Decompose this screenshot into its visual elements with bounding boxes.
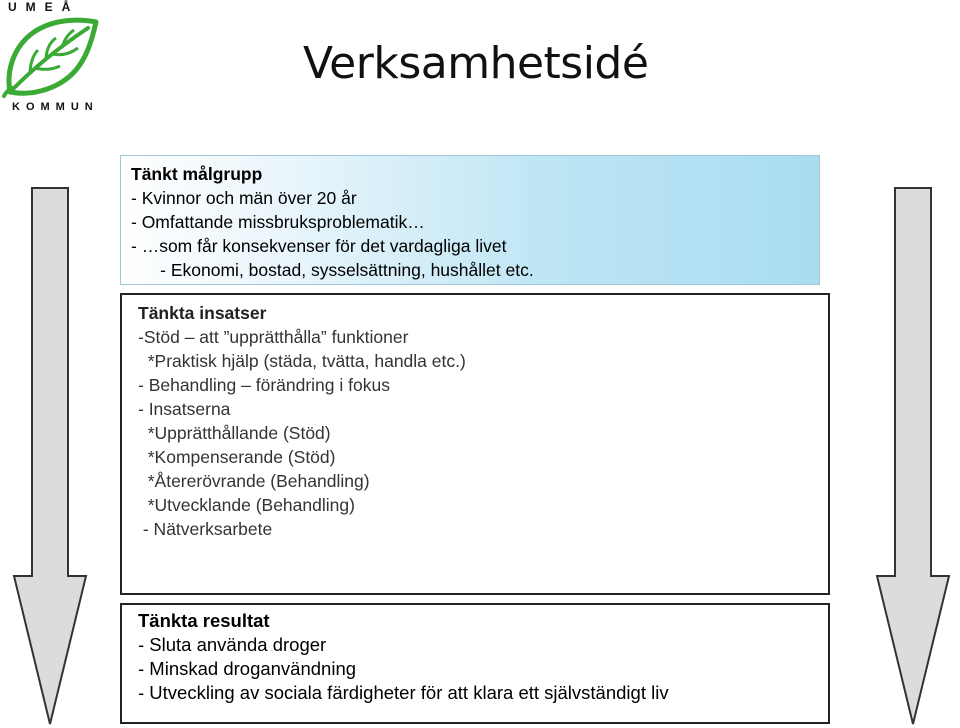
results-heading: Tänkta resultat bbox=[138, 610, 270, 631]
interventions-line: -Stöd – att ”upprätthålla” funktioner bbox=[138, 327, 409, 347]
logo-bottom-text: KOMMUN bbox=[12, 101, 99, 113]
interventions-line: - Insatserna bbox=[138, 399, 231, 419]
interventions-line: - Behandling – förändring i fokus bbox=[138, 375, 390, 395]
target-group-heading: Tänkt målgrupp bbox=[131, 164, 263, 184]
target-group-line: - Omfattande missbruksproblematik… bbox=[131, 212, 425, 232]
logo-top-text: UMEÅ bbox=[8, 0, 80, 14]
interventions-line: *Upprätthållande (Stöd) bbox=[138, 423, 331, 443]
target-group-line: - …som får konsekvenser för det vardagliga livet bbox=[131, 236, 507, 256]
target-group-box bbox=[120, 155, 820, 285]
umea-kommun-logo bbox=[0, 0, 100, 120]
interventions-heading: Tänkta insatser bbox=[138, 303, 267, 323]
interventions-line: - Nätverksarbete bbox=[138, 519, 273, 539]
interventions-line: *Utvecklande (Behandling) bbox=[138, 495, 355, 515]
results-box bbox=[120, 603, 830, 724]
leaf-icon bbox=[0, 10, 100, 102]
interventions-line: *Kompenserande (Stöd) bbox=[138, 447, 336, 467]
down-arrow-icon bbox=[12, 186, 88, 726]
page-title: Verksamhetsidé bbox=[303, 38, 649, 89]
interventions-line: *Återerövrande (Behandling) bbox=[138, 471, 370, 491]
results-line: - Utveckling av sociala färdigheter för att klara ett självständigt liv bbox=[138, 682, 669, 703]
results-line: - Minskad droganvändning bbox=[138, 658, 357, 679]
target-group-line: - Kvinnor och män över 20 år bbox=[131, 188, 357, 208]
results-line: - Sluta använda droger bbox=[138, 634, 327, 655]
down-arrow-icon bbox=[875, 186, 951, 726]
target-group-line: - Ekonomi, bostad, sysselsättning, hushållet etc. bbox=[131, 260, 534, 280]
interventions-box bbox=[120, 293, 830, 595]
interventions-line: *Praktisk hjälp (städa, tvätta, handla etc.) bbox=[138, 351, 466, 371]
